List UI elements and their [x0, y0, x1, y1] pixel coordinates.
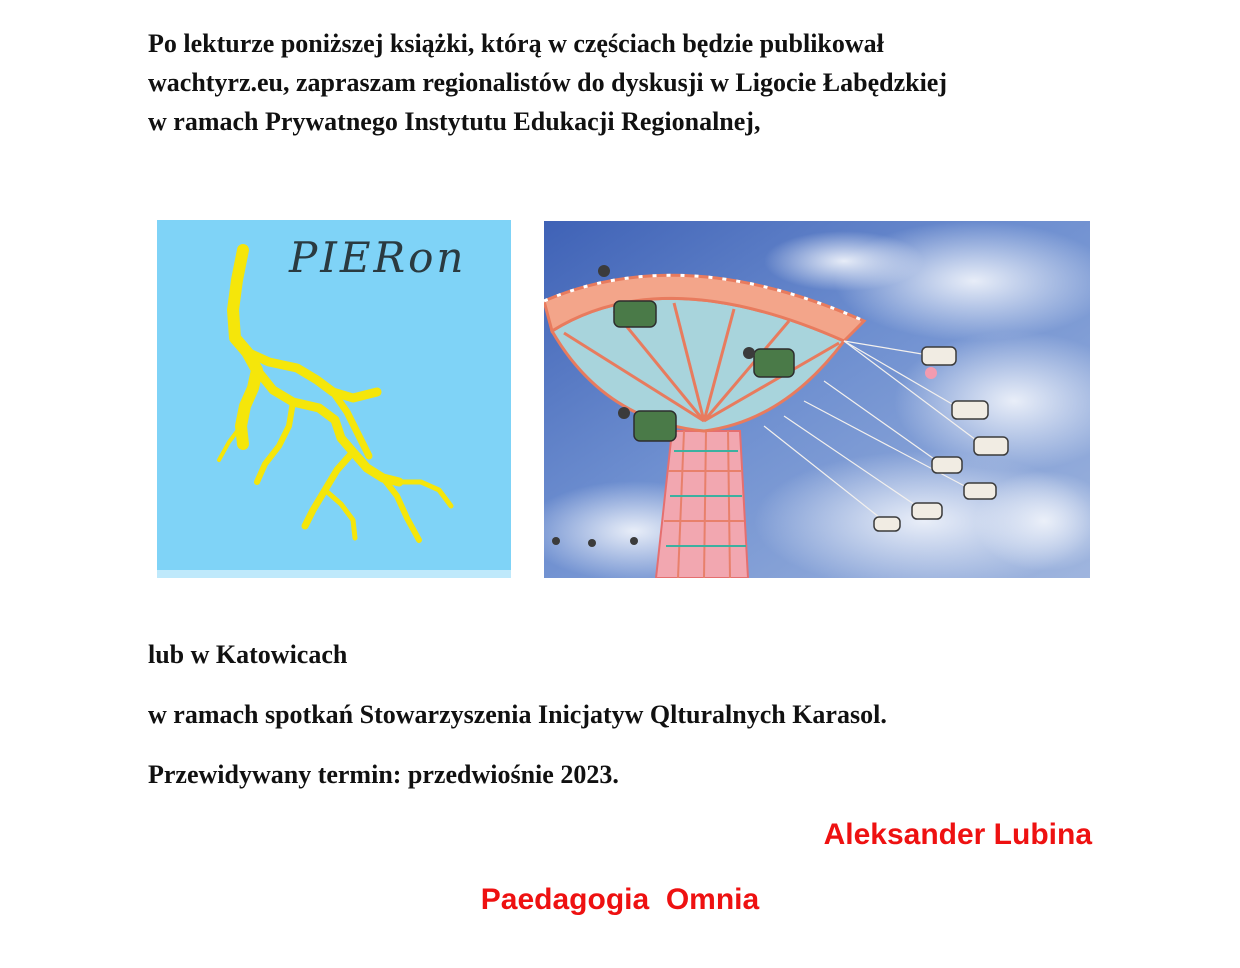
intro-paragraph [148, 24, 1092, 141]
intro-line-3: w ramach Prywatnego Instytutu Edukacji Regionalnej, [148, 107, 761, 136]
pieron-logo-text: PIERon [289, 233, 467, 282]
date-line: Przewidywany termin: przedwiośnie 2023. [148, 760, 619, 789]
intro-line-1: Po lekturze poniższej książki, którą w częściach będzie publikował [148, 29, 884, 58]
carousel-tower [656, 431, 748, 578]
author-signature: Aleksander Lubina [823, 818, 1092, 851]
intro-line-2: wachtyrz.eu, zapraszam regionalistów do dyskusji w Ligocie Łabędzkiej [148, 68, 947, 97]
meeting-line: w ramach spotkań Stowarzyszenia Inicjatyw Qlturalnych Karasol. [148, 700, 887, 729]
pieron-logo-image [157, 220, 511, 578]
chairoplane-painting-image [544, 221, 1090, 578]
katowice-line: lub w Katowicach [148, 640, 348, 669]
organization-name: Paedagogia Omnia [480, 883, 760, 916]
